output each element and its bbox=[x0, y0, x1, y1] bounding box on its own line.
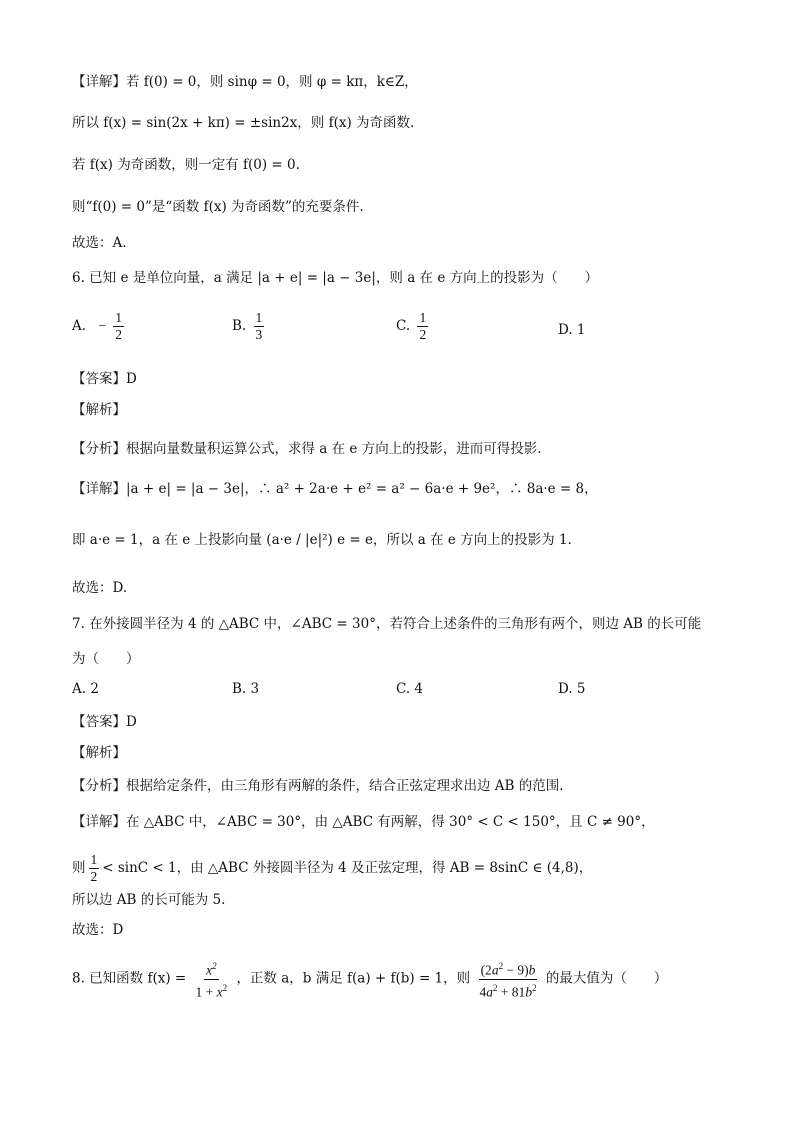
fraction: $\frac{x^2}{1 + x^2}$ bbox=[194, 958, 230, 1000]
block1-line1: 若 f(0) = 0，则 sinφ = 0，则 φ = kπ，k∈Z， bbox=[126, 74, 418, 90]
q7-option-d: D. 5 bbox=[558, 681, 586, 697]
fraction: $\frac{1}{2}$ bbox=[115, 310, 123, 342]
block1-line2: 所以 f(x) = sin(2x + kπ) = ±sin2x，则 f(x) 为奇函数. bbox=[72, 115, 415, 131]
detail-tag: 【详解】 bbox=[72, 814, 126, 830]
q6-detail-1: |a + e| = |a − 3e|，∴ a² + 2a·e + e² = a² − 6a·e + 9e²，∴ 8a·e = 8， bbox=[126, 481, 598, 497]
block1-line4: 则“f(0) = 0”是“函数 f(x) 为奇函数”的充要条件. bbox=[72, 199, 364, 215]
q8-stem-post: 的最大值为（ ） bbox=[545, 970, 668, 987]
q7-option-c: C. 4 bbox=[396, 681, 424, 697]
text-line bbox=[72, 439, 542, 459]
text-line bbox=[72, 712, 137, 732]
fraction: $\frac{(2a^2 - 9)b}{4a^2 + 81b^2}$ bbox=[477, 958, 538, 1000]
q8-stem-pre: 8. 已知函数 f(x) = bbox=[72, 970, 187, 987]
q7-stem-1: 7. 在外接圆半径为 4 的 △ABC 中，∠ABC = 30°，若符合上述条件的三角形有两个，则边 AB 的长可能 bbox=[72, 616, 702, 632]
block1-choose: 故选：A. bbox=[72, 235, 127, 251]
q7-detail-2: < sinC < 1，由 △ABC 外接圆半径为 4 及正弦定理，得 AB = 8sinC ∈ (4,8)， bbox=[102, 860, 593, 876]
q7-stem-2: 为（ ） bbox=[72, 651, 140, 667]
text-line: 则 $\frac{1}{2}$ < sinC < 1，由 △ABC 外接圆半径为 4 及正弦定理，得 AB = 8sinC ∈ (4,8)， bbox=[72, 852, 593, 884]
q8-stem bbox=[72, 958, 667, 1000]
q6-option-d: D. 1 bbox=[558, 322, 586, 338]
text-line bbox=[72, 479, 598, 499]
q7-choose: 故选：D bbox=[72, 922, 124, 938]
q8-stem-mid: ，正数 a，b 满足 f(a) + f(b) = 1，则 bbox=[236, 970, 471, 987]
q7-detail-3: 所以边 AB 的长可能为 5. bbox=[72, 892, 226, 908]
fraction: $\frac{1}{2}$ bbox=[90, 852, 98, 884]
analysis-tag: 【解析】 bbox=[72, 402, 126, 418]
q7-option-a: A. 2 bbox=[72, 681, 99, 697]
text-line bbox=[72, 812, 655, 832]
analysis-tag: 【解析】 bbox=[72, 745, 126, 761]
text-line bbox=[72, 72, 418, 92]
q7-answer: D bbox=[126, 714, 137, 730]
detail-tag: 【详解】 bbox=[72, 481, 126, 497]
q6-stem: 6. 已知 e 是单位向量，a 满足 |a + e| = |a − 3e|，则 a 在 e 方向上的投影为（ ） bbox=[72, 270, 599, 286]
q6-choose: 故选：D. bbox=[72, 580, 128, 596]
fraction: $\frac{1}{3}$ bbox=[255, 310, 263, 342]
q7-fenxi: 根据给定条件，由三角形有两解的条件，结合正弦定理求出边 AB 的范围. bbox=[126, 778, 564, 794]
q6-detail-2: 即 a·e = 1，a 在 e 上投影向量 (a·e / |e|²) e = e，所以 a 在 e 方向上的投影为 1. bbox=[72, 532, 572, 548]
q6-option-b: B. $\frac{1}{3}$ bbox=[232, 310, 263, 342]
q6-fenxi: 根据向量数量积运算公式，求得 a 在 e 方向上的投影，进而可得投影. bbox=[126, 441, 542, 457]
q6-option-a: A. − $\frac{1}{2}$ bbox=[72, 310, 123, 342]
text-line bbox=[72, 776, 564, 796]
text-line bbox=[72, 369, 137, 389]
fenxi-tag: 【分析】 bbox=[72, 778, 126, 794]
detail-tag: 【详解】 bbox=[72, 74, 126, 90]
fenxi-tag: 【分析】 bbox=[72, 441, 126, 457]
fraction: $\frac{1}{2}$ bbox=[419, 310, 427, 342]
q6-answer: D bbox=[126, 371, 137, 387]
q6-option-c: C. $\frac{1}{2}$ bbox=[396, 310, 427, 342]
q7-detail-1: 在 △ABC 中，∠ABC = 30°，由 △ABC 有两解，得 30° < C < 150°，且 C ≠ 90°， bbox=[126, 814, 655, 830]
answer-tag: 【答案】 bbox=[72, 714, 126, 730]
q7-option-b: B. 3 bbox=[232, 681, 260, 697]
block1-line3: 若 f(x) 为奇函数，则一定有 f(0) = 0. bbox=[72, 157, 300, 173]
answer-tag: 【答案】 bbox=[72, 371, 126, 387]
